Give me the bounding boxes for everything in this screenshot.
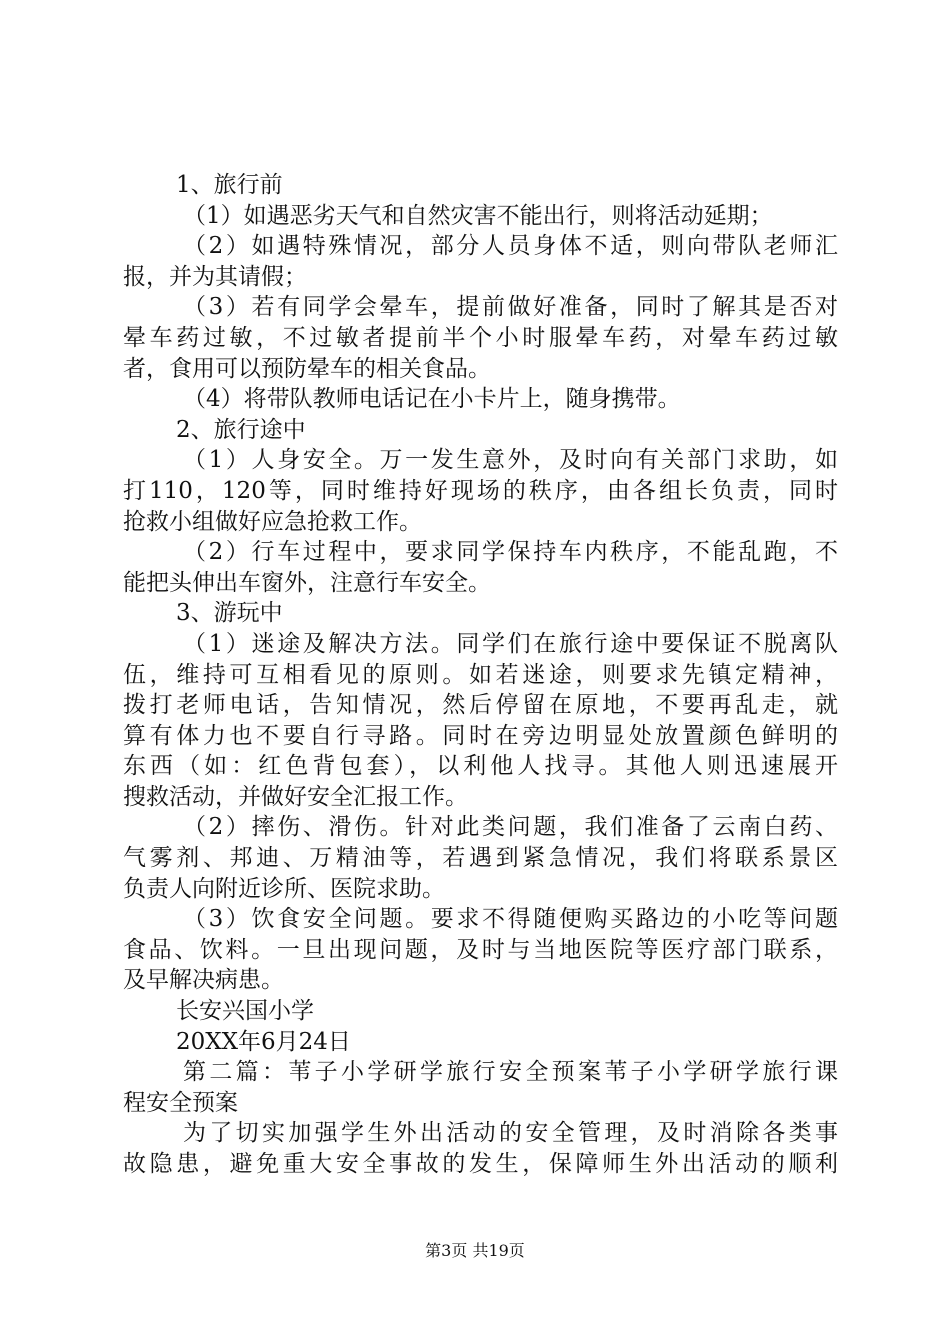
text-line: 东西（如：红色背包套），以利他人找寻。其他人则迅速展开 [123,753,838,780]
text-line: （1）迷途及解决方法。同学们在旅行途中要保证不脱离队 [183,630,838,657]
text-line: 晕车药过敏，不过敏者提前半个小时服晕车药，对晕车药过敏 [123,324,838,351]
text-line: （4）将带队教师电话记在小卡片上，随身携带。 [183,386,681,413]
text-line: 1、旅行前 [176,172,283,198]
text-line: 者，食用可以预防晕车的相关食品。 [123,355,491,382]
text-line: 搜救活动，并做好安全汇报工作。 [123,783,468,810]
text-line: 打110，120等，同时维持好现场的秩序，由各组长负责，同时 [123,477,838,504]
text-line: 报，并为其请假； [123,263,307,290]
page-footer: 第3页 共19页 [425,1241,525,1260]
text-line: 程安全预案 [123,1089,238,1116]
text-line: （2）摔伤、滑伤。针对此类问题，我们准备了云南白药、 [183,814,838,841]
text-line: 长安兴国小学 [176,998,314,1025]
text-line: （3）若有同学会晕车，提前做好准备，同时了解其是否对 [183,294,838,321]
text-line: （1）人身安全。万一发生意外，及时向有关部门求助，如 [183,447,838,474]
text-line: 拨打老师电话，告知情况，然后停留在原地，不要再乱走，就 [123,692,838,719]
text-line: 食品、饮料。一旦出现问题，及时与当地医院等医疗部门联系， [123,936,838,963]
text-line: 负责人向附近诊所、医院求助。 [123,875,445,902]
text-line: 算有体力也不要自行寻路。同时在旁边明显处放置颜色鲜明的 [123,722,838,749]
text-line: 抢救小组做好应急抢救工作。 [123,508,422,535]
text-line: 第二篇：苇子小学研学旅行安全预案苇子小学研学旅行课 [183,1059,838,1086]
text-line: 伍，维持可互相看见的原则。如若迷途，则要求先镇定精神， [123,661,838,688]
text-line: 及早解决病患。 [123,967,284,994]
text-line: 故隐患，避免重大安全事故的发生，保障师生外出活动的顺利 [123,1151,838,1177]
text-line: 3、游玩中 [176,600,283,627]
text-line: 气雾剂、邦迪、万精油等，若遇到紧急情况，我们将联系景区 [123,845,838,872]
document-body [123,170,838,1180]
text-line: （1）如遇恶劣天气和自然灾害不能出行，则将活动延期； [183,202,773,229]
text-line: （2）行车过程中，要求同学保持车内秩序，不能乱跑，不 [183,539,838,566]
text-line: （2）如遇特殊情况，部分人员身体不适，则向带队老师汇 [183,233,838,260]
text-line: 20XX年6月24日 [176,1028,351,1055]
text-line: 为了切实加强学生外出活动的安全管理，及时消除各类事 [183,1120,838,1147]
text-line: 能把头伸出车窗外，注意行车安全。 [123,569,491,596]
text-line: （3）饮食安全问题。要求不得随便购买路边的小吃等问题 [183,906,838,933]
text-line: 2、旅行途中 [176,416,306,443]
